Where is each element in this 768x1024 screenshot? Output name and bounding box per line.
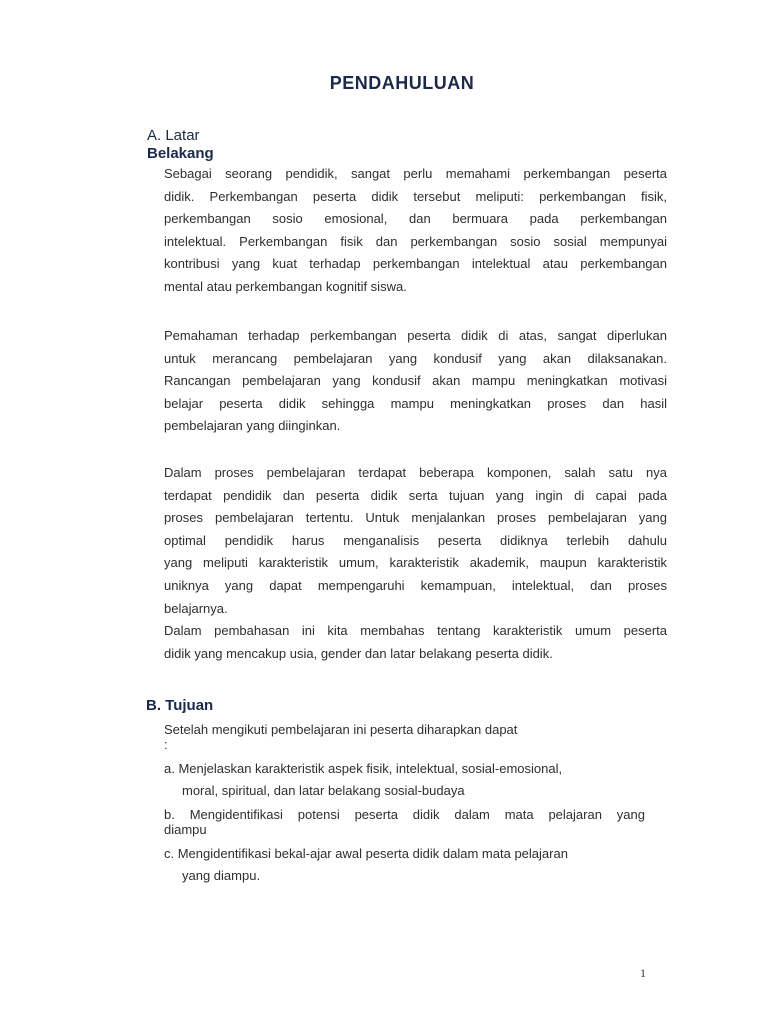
paragraph-line: Rancangan pembelajaran yang kondusif akan mampu meningkatkan motivasi [164,373,667,389]
section-b-intro-colon: : [164,737,168,752]
section-a-paragraph-2 [164,325,667,438]
paragraph-line: mental atau perkembangan kognitif siswa. [164,278,407,294]
section-b-heading: B. Tujuan [146,697,214,714]
paragraph-line: yang meliputi karakteristik umum, karakteristik akademik, maupun karakteristik [164,555,667,571]
paragraph-line: Dalam pembahasan ini kita membahas tentang karakteristik umum peserta [164,623,667,639]
paragraph-line: belajarnya. [164,600,228,616]
section-b-intro: Setelah mengikuti pembelajaran ini peserta diharapkan dapat [164,722,518,737]
paragraph-line: terdapat pendidik dan peserta didik serta tujuan yang ingin di capai pada [164,487,667,503]
objective-a-continuation: moral, spiritual, dan latar belakang sosial-budaya [182,783,465,798]
objective-c-continuation: yang diampu. [182,868,261,883]
paragraph-line: didik yang mencakup usia, gender dan latar belakang peserta didik. [164,645,553,661]
page-title: PENDAHULUAN [329,73,475,93]
section-a-heading [147,127,214,163]
paragraph-line: belajar peserta didik sehingga mampu meningkatkan proses dan hasil [164,395,667,411]
paragraph-line: perkembangan sosio emosional, dan bermuara pada perkembangan [164,211,667,227]
section-a-paragraph-3 [164,462,667,665]
objective-b: b. Mengidentifikasi potensi peserta didik dalam mata pelajaran yang [164,807,645,822]
paragraph-line: optimal pendidik harus menganalisis peserta didiknya terlebih dahulu [164,532,667,548]
objective-a: a. Menjelaskan karakteristik aspek fisik, intelektual, sosial-emosional, [164,761,563,776]
paragraph-line: didik. Perkembangan peserta didik tersebut meliputi: perkembangan fisik, [164,188,667,204]
page-number: 1 [640,966,646,980]
section-a-paragraph-1 [164,163,667,299]
paragraph-line: Sebagai seorang pendidik, sangat perlu memahami perkembangan peserta [164,166,667,181]
paragraph-line: Dalam proses pembelajaran terdapat beberapa komponen, salah satu nya [164,465,667,480]
paragraph-line: intelektual. Perkembangan fisik dan perkembangan sosio sosial mempunyai [164,233,667,249]
objective-c: c. Mengidentifikasi bekal-ajar awal peserta didik dalam mata pelajaran [164,846,568,861]
objective-b-continuation: diampu [164,822,207,837]
paragraph-line: proses pembelajaran tertentu. Untuk menjalankan proses pembelajaran yang [164,510,667,526]
section-a-heading-line2: Belakang [147,145,214,162]
paragraph-line: Pemahaman terhadap perkembangan peserta didik di atas, sangat diperlukan [164,328,667,343]
paragraph-line: uniknya yang dapat mempengaruhi kemampuan, intelektual, dan proses [164,577,667,593]
paragraph-line: untuk merancang pembelajaran yang kondusif yang akan dilaksanakan. [164,350,667,366]
section-a-heading-line1: A. Latar [147,127,200,144]
paragraph-line: kontribusi yang kuat terhadap perkembangan intelektual atau perkembangan [164,256,667,272]
paragraph-line: pembelajaran yang diinginkan. [164,418,341,434]
